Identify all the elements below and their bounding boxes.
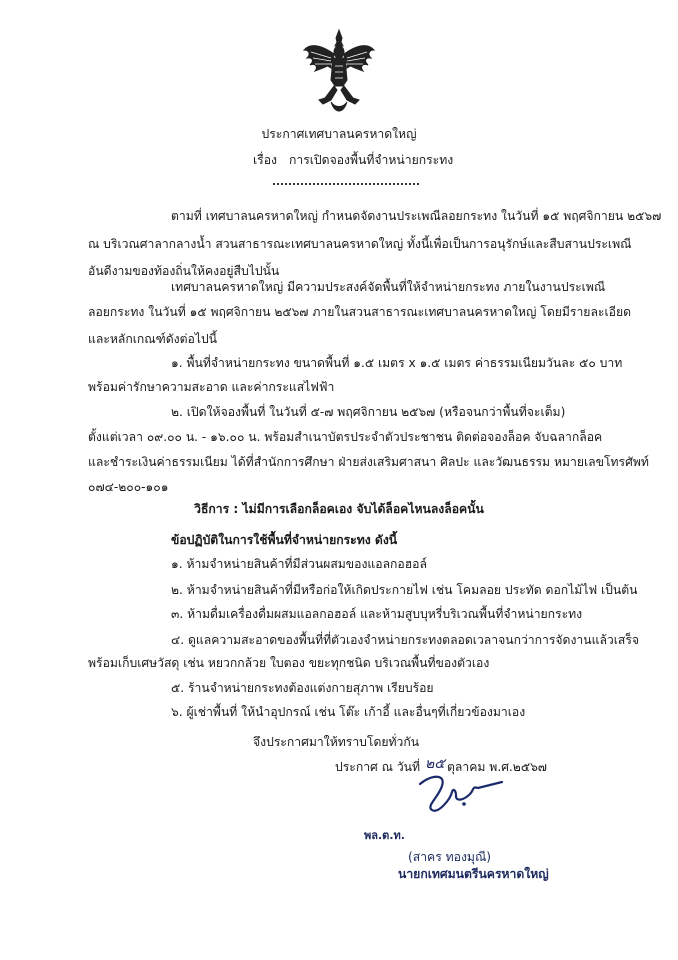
subject-text: การเปิดจองพื้นที่จำหน่ายกระทง	[289, 153, 454, 167]
item2-line2: ตั้งแต่เวลา ๐๙.๐๐ น. - ๑๖.๐๐ น. พร้อมสำเนาบัตรประจำตัวประชาชน ติดต่อจองล็อค จับฉลากล็อค	[88, 430, 603, 444]
rule-1: ๑. ห้ามจำหน่ายสินค้าที่มีส่วนผสมของแอลกอฮอล์	[171, 557, 427, 571]
method-heading: วิธีการ : ไม่มีการเลือกล็อคเอง จับได้ล็อคไหนลงล็อคนั้น	[194, 502, 484, 516]
rule-4-line2: พร้อมเก็บเศษวัสดุ เช่น หยวกกล้วย ใบตอง ขยะทุกชนิด บริเวณพื้นที่ของตัวเอง	[88, 656, 490, 670]
garuda-emblem-icon	[301, 28, 377, 116]
date-suffix: ตุลาคม พ.ศ.๒๕๖๗	[447, 760, 547, 774]
rule-3: ๓. ห้ามดื่มเครื่องดื่มผสมแอลกอฮอล์ และห้ามสูบบุหรี่บริเวณพื้นที่จำหน่ายกระทง	[171, 607, 583, 621]
subject-label: เรื่อง	[253, 153, 277, 167]
rule-4-line1: ๔. ดูแลความสะอาดของพื้นที่ที่ตัวเองจำหน่ายกระทงตลอดเวลาจนกว่าการจัดงานแล้วเสร็จ	[171, 633, 640, 647]
handwritten-signature	[412, 770, 512, 818]
closing-line: จึงประกาศมาให้ทราบโดยทั่วกัน	[253, 735, 420, 749]
rule-2: ๒. ห้ามจำหน่ายสินค้าที่มีหรือก่อให้เกิดประกายไฟ เช่น โคมลอย ประทัด ดอกไม้ไฟ เป็นต้น	[171, 583, 638, 597]
announcement-title: ประกาศเทศบาลนครหาดใหญ่	[261, 127, 417, 141]
header-divider	[273, 183, 419, 185]
rule-5: ๕. ร้านจำหน่ายกระทงต้องแต่งกายสุภาพ เรียบร้อย	[171, 681, 434, 695]
item1-line1: ๑. พื้นที่จำหน่ายกระทง ขนาดพื้นที่ ๑.๕ เมตร x ๑.๕ เมตร ค่าธรรมเนียมวันละ ๕๐ บาท	[171, 356, 623, 370]
rules-heading: ข้อปฏิบัติในการใช้พื้นที่จำหน่ายกระทง ดังนี้	[171, 533, 398, 547]
item2-line3: และชำระเงินค่าธรรมเนียม ได้ที่สำนักการศึกษา ฝ่ายส่งเสริมศาสนา ศิลปะ และวัฒนธรรม หมายเลขโทรศัพท์	[88, 455, 649, 469]
date-prefix: ประกาศ ณ วันที่	[335, 760, 421, 774]
para1-line1: ตามที่ เทศบาลนครหาดใหญ่ กำหนดจัดงานประเพณีลอยกระทง ในวันที่ ๑๕ พฤศจิกายน ๒๕๖๗	[171, 209, 662, 223]
item1-line2: พร้อมค่ารักษาความสะอาด และค่ากระแสไฟฟ้า	[88, 380, 335, 394]
para1-line3: อันดีงามของท้องถิ่นให้คงอยู่สืบไปนั้น	[88, 264, 280, 278]
signer-name: (สาคร ทองมุณี)	[408, 850, 492, 864]
para2-line2: ลอยกระทง ในวันที่ ๑๕ พฤศจิกายน ๒๕๖๗ ภายในสวนสาธารณะเทศบาลนครหาดใหญ่ โดยมีรายละเอียด	[88, 305, 631, 319]
para1-line2: ณ บริเวณศาลากลางน้ำ สวนสาธารณะเทศบาลนครหาดใหญ่ ทั้งนี้เพื่อเป็นการอนุรักษ์และสืบสานประเพณี	[88, 237, 632, 251]
rule-6: ๖. ผู้เช่าพื้นที่ ให้นำอุปกรณ์ เช่น โต๊ะ เก้าอี้ และอื่นๆที่เกี่ยวข้องมาเอง	[171, 705, 526, 719]
date-day: ๒๕	[425, 756, 445, 772]
signer-rank: พล.ต.ท.	[364, 829, 405, 842]
para2-line1: เทศบาลนครหาดใหญ่ มีความประสงค์จัดพื้นที่ให้จำหน่ายกระทง ภายในงานประเพณี	[171, 280, 606, 294]
item2-phone: ๐๗๔-๒๐๐-๑๐๑	[88, 480, 169, 494]
item2-line1: ๒. เปิดให้จองพื้นที่ ในวันที่ ๕-๗ พฤศจิกายน ๒๕๖๗ (หรือจนกว่าพื้นที่จะเต็ม)	[171, 405, 566, 419]
para2-line3: และหลักเกณฑ์ดังต่อไปนี้	[88, 332, 218, 346]
signer-title: นายกเทศมนตรีนครหาดใหญ่	[398, 867, 549, 881]
